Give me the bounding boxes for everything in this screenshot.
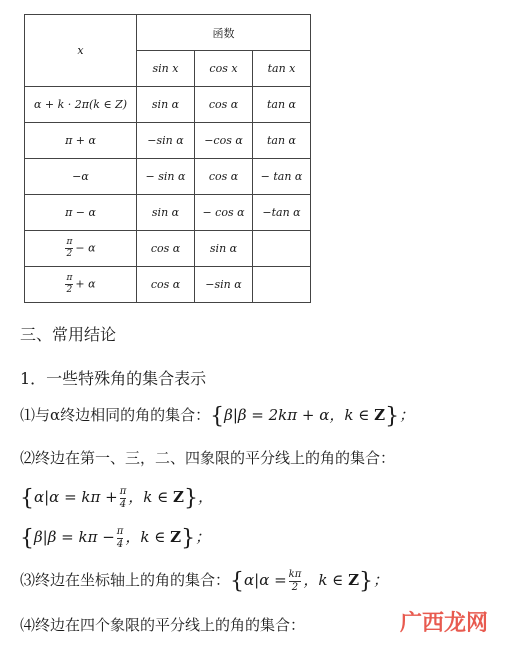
- set-alpha: {α|α = kπ + $\frac{\pi}{4}$ ，k ∈ Z}，: [20, 485, 213, 511]
- table-cell: − cos α: [195, 195, 253, 231]
- fraction: $\frac{\pi}{2}$: [66, 237, 73, 259]
- item-1: ⑴与α终边相同的角的集合：{β|β = 2kπ + α，k ∈ Z}；: [20, 404, 415, 429]
- item-2: ⑵终边在第一、三，二、四象限的平分线上的角的集合：: [20, 449, 396, 467]
- fraction: $\frac{\pi}{4}$: [116, 525, 124, 550]
- table-cell: cos α: [137, 231, 195, 267]
- table-cell: tan α: [253, 123, 311, 159]
- table-cell: −sin α: [195, 267, 253, 303]
- table-cell: cos α: [195, 159, 253, 195]
- fraction: $\frac{\pi}{2}$: [66, 273, 73, 295]
- row-label: π − α: [25, 195, 137, 231]
- table-cell: sin α: [137, 87, 195, 123]
- item-3: ⑶终边在坐标轴上的角的集合：{α|α = $\frac{k\pi}{2}$ ，k ∈ Z}；: [20, 568, 389, 594]
- header-x: x: [25, 15, 137, 87]
- table-cell: − tan α: [253, 159, 311, 195]
- row-label-fraction: $\frac{\pi}{2}$ + α: [25, 267, 137, 303]
- row-label: α + k · 2π(k ∈ Z): [25, 87, 137, 123]
- set-beta: {β|β = kπ − $\frac{\pi}{4}$ ，k ∈ Z}；: [20, 525, 211, 551]
- table-cell: −tan α: [253, 195, 311, 231]
- section-title: 三、常用结论: [20, 325, 117, 344]
- subsection-title: 1．一些特殊角的集合表示: [20, 369, 207, 388]
- table-cell: − sin α: [137, 159, 195, 195]
- table-cell: cos α: [137, 267, 195, 303]
- header-function: 函数: [137, 15, 311, 51]
- row-label-fraction: $\frac{\pi}{2}$ − α: [25, 231, 137, 267]
- table-cell: sin α: [195, 231, 253, 267]
- table-cell: sin α: [137, 195, 195, 231]
- trig-induction-table-wrap: [24, 14, 311, 303]
- col-tan: tan x: [253, 51, 311, 87]
- fraction: $\frac{k\pi}{2}$: [288, 568, 302, 593]
- table-cell: tan α: [253, 87, 311, 123]
- table-cell: [253, 231, 311, 267]
- row-label: π + α: [25, 123, 137, 159]
- table-cell: cos α: [195, 87, 253, 123]
- table-cell: −cos α: [195, 123, 253, 159]
- table-cell: [253, 267, 311, 303]
- table-cell: −sin α: [137, 123, 195, 159]
- item-4: ⑷终边在四个象限的平分线上的角的集合：: [20, 616, 306, 634]
- watermark-logo: 广西龙网: [400, 611, 489, 636]
- fraction: $\frac{\pi}{4}$: [119, 485, 127, 510]
- trig-induction-table: [24, 14, 311, 303]
- col-sin: sin x: [137, 51, 195, 87]
- row-label: −α: [25, 159, 137, 195]
- col-cos: cos x: [195, 51, 253, 87]
